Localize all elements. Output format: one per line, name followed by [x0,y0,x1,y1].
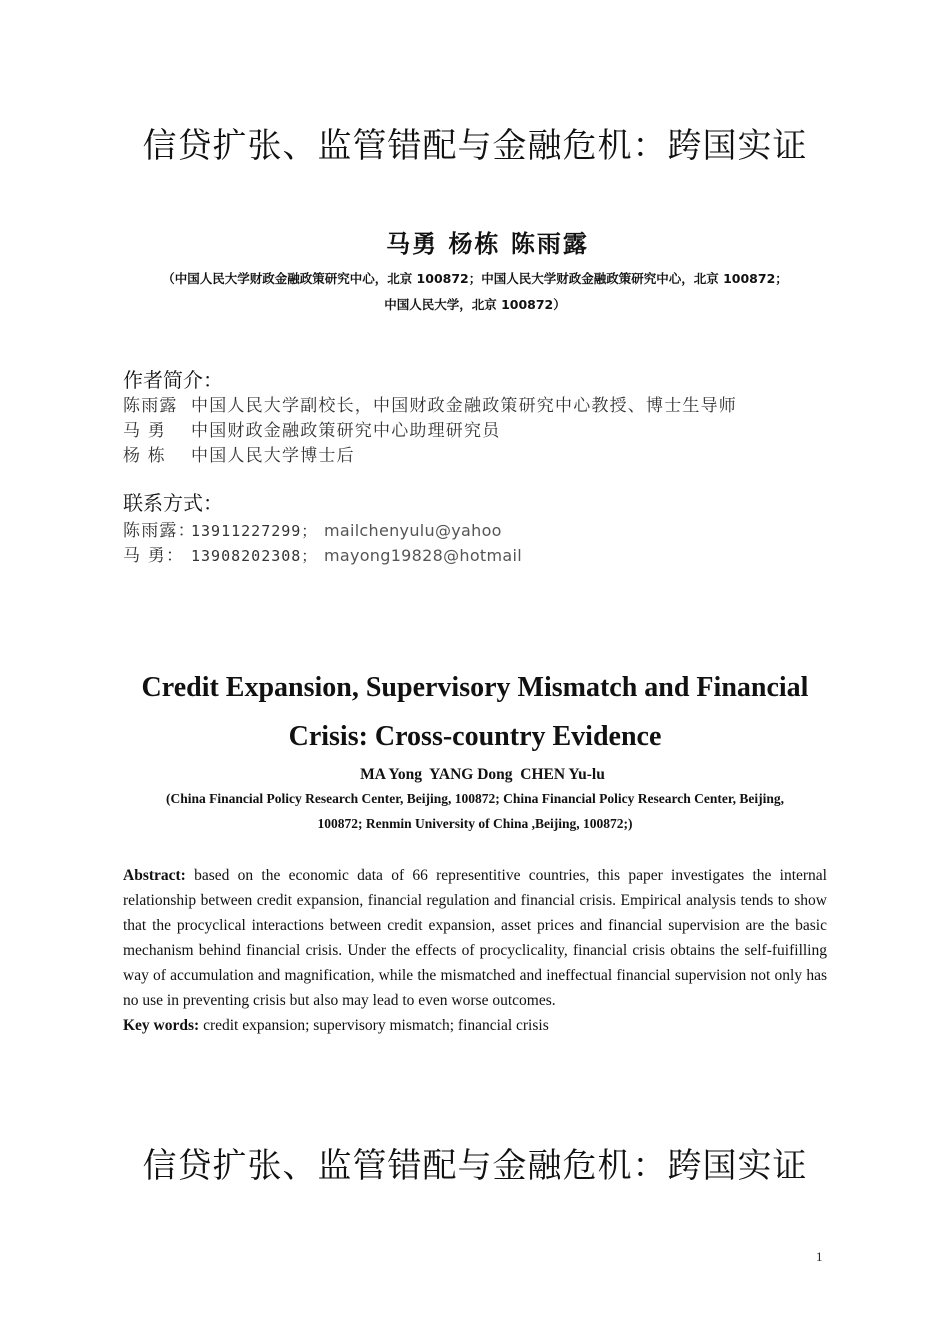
contact-phone: 13908202308； [191,547,318,565]
keywords-label: Key words: [123,1017,200,1034]
author-intro-heading: 作者简介： [123,368,223,392]
author-desc: 中国财政金融政策研究中心助理研究员 [191,421,501,441]
contact-item [123,516,502,541]
author-desc: 中国人民大学博士后 [191,446,355,466]
contact-email: mayong19828@hotmail [323,546,522,565]
author-intro-item [123,391,737,416]
page-number: 1 [816,1249,823,1264]
english-title-line-2: Crisis: Cross-country Evidence [288,721,662,752]
contact-name: 陈雨露： [123,521,196,541]
author-intro-item [123,416,500,441]
english-title-line-1: Credit Expansion, Supervisory Mismatch and Financial [141,672,809,703]
contact-item [123,541,522,566]
chinese-affiliation-line-2: 中国人民大学，北京 100872） [384,297,566,312]
english-affiliation-line-1: (China Financial Policy Research Center, Beijing, 100872; China Financial Policy Research Center, Beijing, [166,791,784,806]
contact-phone: 13911227299； [191,522,318,540]
contact-heading: 联系方式： [123,491,223,515]
chinese-authors: 马勇 杨栋 陈雨露 [386,229,589,258]
author-name: 陈雨露 [123,396,178,416]
abstract [123,863,827,1013]
abstract-label: Abstract: [123,867,186,884]
chinese-title: 信贷扩张、监管错配与金融危机：跨国实证 [142,126,808,166]
abstract-text: based on the economic data of 66 representitive countries, this paper investigates the internal relationship between credit expansion, financial regulation and financial crisis. Empirical analysis tends to show that the procyclical interactions between credit expansion, asset prices and financial supervision are the basic mechanism behind financial crisis. Under the effects of procyclicality, financial crisis obtains the self-fuifilling way of accumulation and magnification, while the mismatched and ineffectual financial supervision not only has no use in preventing crisis but also may lead to even worse outcomes. [123,867,827,1009]
english-authors: MA Yong YANG Dong CHEN Yu-lu [360,766,605,783]
contact-name: 马 勇： [123,546,185,566]
author-desc: 中国人民大学副校长，中国财政金融政策研究中心教授、博士生导师 [191,396,737,416]
chinese-title-repeat: 信贷扩张、监管错配与金融危机：跨国实证 [142,1146,808,1186]
english-affiliation-line-2: 100872; Renmin University of China ,Beijing, 100872;) [317,816,633,831]
contact-email: mailchenyulu@yahoo [323,521,502,540]
keywords [123,1013,827,1038]
keywords-text: credit expansion; supervisory mismatch; financial crisis [199,1017,549,1034]
author-name: 杨 栋 [123,446,167,466]
chinese-affiliation-line-1: （中国人民大学财政金融政策研究中心，北京 100872；中国人民大学财政金融政策研究中心，北京 100872； [162,271,788,286]
author-name: 马 勇 [123,421,167,441]
author-intro-item [123,441,355,466]
